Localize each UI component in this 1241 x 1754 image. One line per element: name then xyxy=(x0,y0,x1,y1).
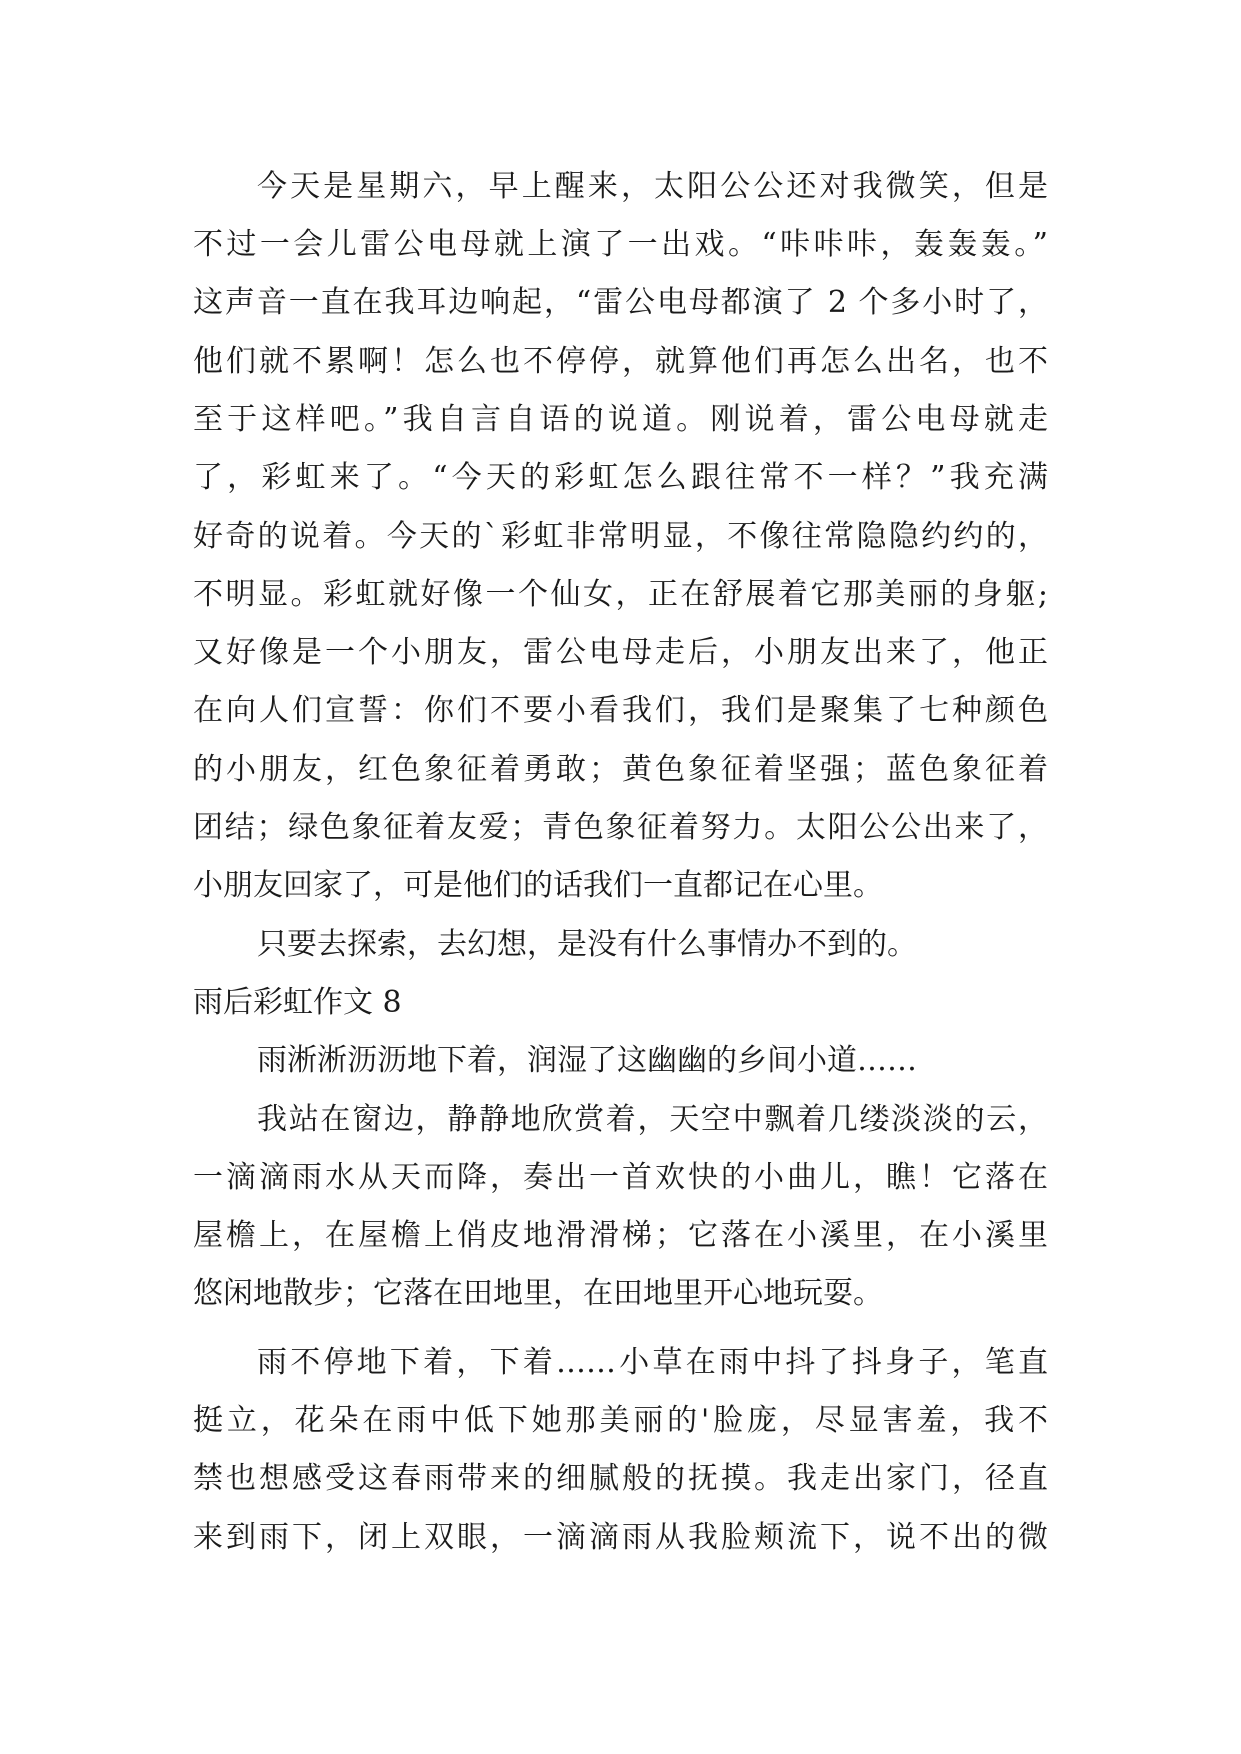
text-line: 这声音一直在我耳边响起，“雷公电母都演了 2 个多小时了， xyxy=(193,285,1048,320)
text-line: 了，彩虹来了。“今天的彩虹怎么跟往常不一样？”我充满 xyxy=(193,460,1048,495)
text-line: 他们就不累啊！怎么也不停停，就算他们再怎么出名，也不 xyxy=(193,344,1048,379)
text-line: 雨淅淅沥沥地下着，润湿了这幽幽的乡间小道…… xyxy=(257,1043,917,1078)
text-line: 至于这样吧。”我自言自语的说道。刚说着，雷公电母就走 xyxy=(193,402,1048,437)
text-line: 一滴滴雨水从天而降，奏出一首欢快的小曲儿，瞧！它落在 xyxy=(193,1160,1048,1195)
text-line: 不明显。彩虹就好像一个仙女，正在舒展着它那美丽的身躯; xyxy=(193,577,1048,612)
text-line: 在向人们宣誓：你们不要小看我们，我们是聚集了七种颜色 xyxy=(193,693,1048,728)
text-line: 悠闲地散步；它落在田地里，在田地里开心地玩耍。 xyxy=(193,1276,883,1311)
text-line: 不过一会儿雷公电母就上演了一出戏。“咔咔咔，轰轰轰。” xyxy=(193,227,1048,262)
text-line: 禁也想感受这春雨带来的细腻般的抚摸。我走出家门，径直 xyxy=(193,1461,1048,1496)
text-line: 又好像是一个小朋友，雷公电母走后，小朋友出来了，他正 xyxy=(193,635,1048,670)
text-line: 今天是星期六，早上醒来，太阳公公还对我微笑，但是 xyxy=(257,169,1048,204)
text-line: 挺立，花朵在雨中低下她那美丽的'脸庞，尽显害羞，我不 xyxy=(193,1403,1048,1438)
text-line: 好奇的说着。今天的`彩虹非常明显，不像往常隐隐约约的， xyxy=(193,519,1048,554)
text-line: 只要去探索，去幻想，是没有什么事情办不到的。 xyxy=(257,927,917,962)
text-line: 小朋友回家了，可是他们的话我们一直都记在心里。 xyxy=(193,868,883,903)
text-line: 屋檐上，在屋檐上俏皮地滑滑梯；它落在小溪里，在小溪里 xyxy=(193,1218,1048,1253)
text-line: 的小朋友，红色象征着勇敢；黄色象征着坚强；蓝色象征着 xyxy=(193,752,1048,787)
text-line: 团结；绿色象征着友爱；青色象征着努力。太阳公公出来了， xyxy=(193,810,1048,845)
text-line: 雨不停地下着，下着……小草在雨中抖了抖身子，笔直 xyxy=(257,1345,1048,1380)
text-line: 来到雨下，闭上双眼，一滴滴雨从我脸颊流下，说不出的微 xyxy=(193,1520,1048,1555)
section-heading: 雨后彩虹作文 8 xyxy=(193,985,402,1020)
text-line: 我站在窗边，静静地欣赏着，天空中飘着几缕淡淡的云， xyxy=(257,1102,1048,1137)
